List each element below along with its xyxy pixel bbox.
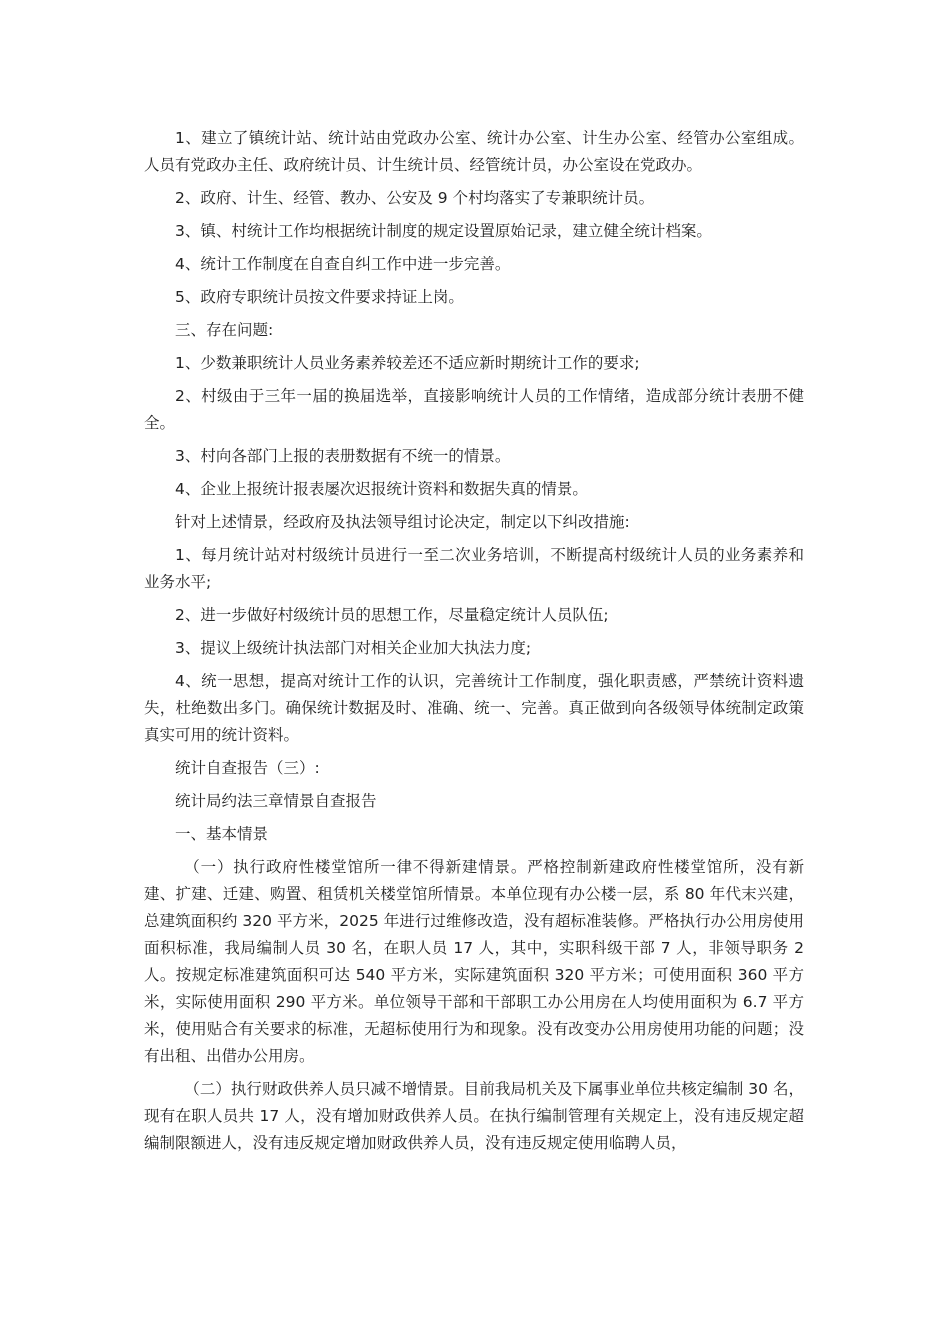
- document-body: [144, 125, 804, 1163]
- paragraph: 2、进一步做好村级统计员的思想工作，尽量稳定统计人员队伍;: [175, 606, 609, 624]
- paragraph: （一）执行政府性楼堂馆所一律不得新建情景。严格控制新建政府性楼堂馆所，没有新建、扩建、迁建、购置、租赁机关楼堂馆所情景。本单位现有办公楼一层，系 80 年代末兴建，总建筑面积约 320 平方米，2025 年进行过维修改造，没有超标准装修。严格执行办公用房使用面积标准，我局编制人员 30 名，在职人员 17 人，其中，实职科级干部 7 人，非领导职务 2 人。按规定标准建筑面积可达 540 平方米，实际建筑面积 320 平方米；可使用面积 360 平方米，实际使用面积 290 平方米。单位领导干部和干部职工办公用房在人均使用面积为 6.7 平方米，使用贴合有关要求的标准，无超标使用行为和现象。没有改变办公用房使用功能的问题；没有出租、出借办公用房。: [144, 858, 804, 1065]
- paragraph: 1、少数兼职统计人员业务素养较差还不适应新时期统计工作的要求;: [175, 354, 640, 372]
- paragraph: 3、村向各部门上报的表册数据有不统一的情景。: [175, 447, 511, 465]
- paragraph: 5、政府专职统计员按文件要求持证上岗。: [175, 288, 464, 306]
- paragraph: 4、企业上报统计报表屡次迟报统计资料和数据失真的情景。: [175, 480, 588, 498]
- paragraph: 针对上述情景，经政府及执法领导组讨论决定，制定以下纠改措施:: [175, 513, 630, 531]
- paragraph: 3、镇、村统计工作均根据统计制度的规定设置原始记录，建立健全统计档案。: [175, 222, 712, 240]
- report-title: 统计自查报告（三）:: [175, 759, 320, 777]
- paragraph: 3、提议上级统计执法部门对相关企业加大执法力度;: [175, 639, 532, 657]
- paragraph: 4、统一思想，提高对统计工作的认识，完善统计工作制度，强化职责感，严禁统计资料遗失，杜绝数出多门。确保统计数据及时、准确、统一、完善。真正做到向各级领导体统制定政策真实可用的统计资料。: [144, 672, 804, 744]
- paragraph: （二）执行财政供养人员只减不增情景。目前我局机关及下属事业单位共核定编制 30 名，现有在职人员共 17 人，没有增加财政供养人员。在执行编制管理有关规定上，没有违反规定超编制限额进人，没有违反规定增加财政供养人员，没有违反规定使用临聘人员，: [144, 1080, 804, 1152]
- paragraph: 4、统计工作制度在自查自纠工作中进一步完善。: [175, 255, 511, 273]
- paragraph: 1、建立了镇统计站、统计站由党政办公室、统计办公室、计生办公室、经管办公室组成。人员有党政办主任、政府统计员、计生统计员、经管统计员，办公室设在党政办。: [144, 129, 804, 174]
- section-heading: 一、基本情景: [175, 825, 269, 843]
- paragraph: 1、每月统计站对村级统计员进行一至二次业务培训，不断提高村级统计人员的业务素养和业务水平;: [144, 546, 804, 591]
- section-heading: 三、存在问题:: [175, 321, 274, 339]
- report-subtitle: 统计局约法三章情景自查报告: [175, 792, 377, 810]
- paragraph: 2、村级由于三年一届的换届选举，直接影响统计人员的工作情绪，造成部分统计表册不健全。: [144, 387, 804, 432]
- paragraph: 2、政府、计生、经管、教办、公安及 9 个村均落实了专兼职统计员。: [175, 189, 655, 207]
